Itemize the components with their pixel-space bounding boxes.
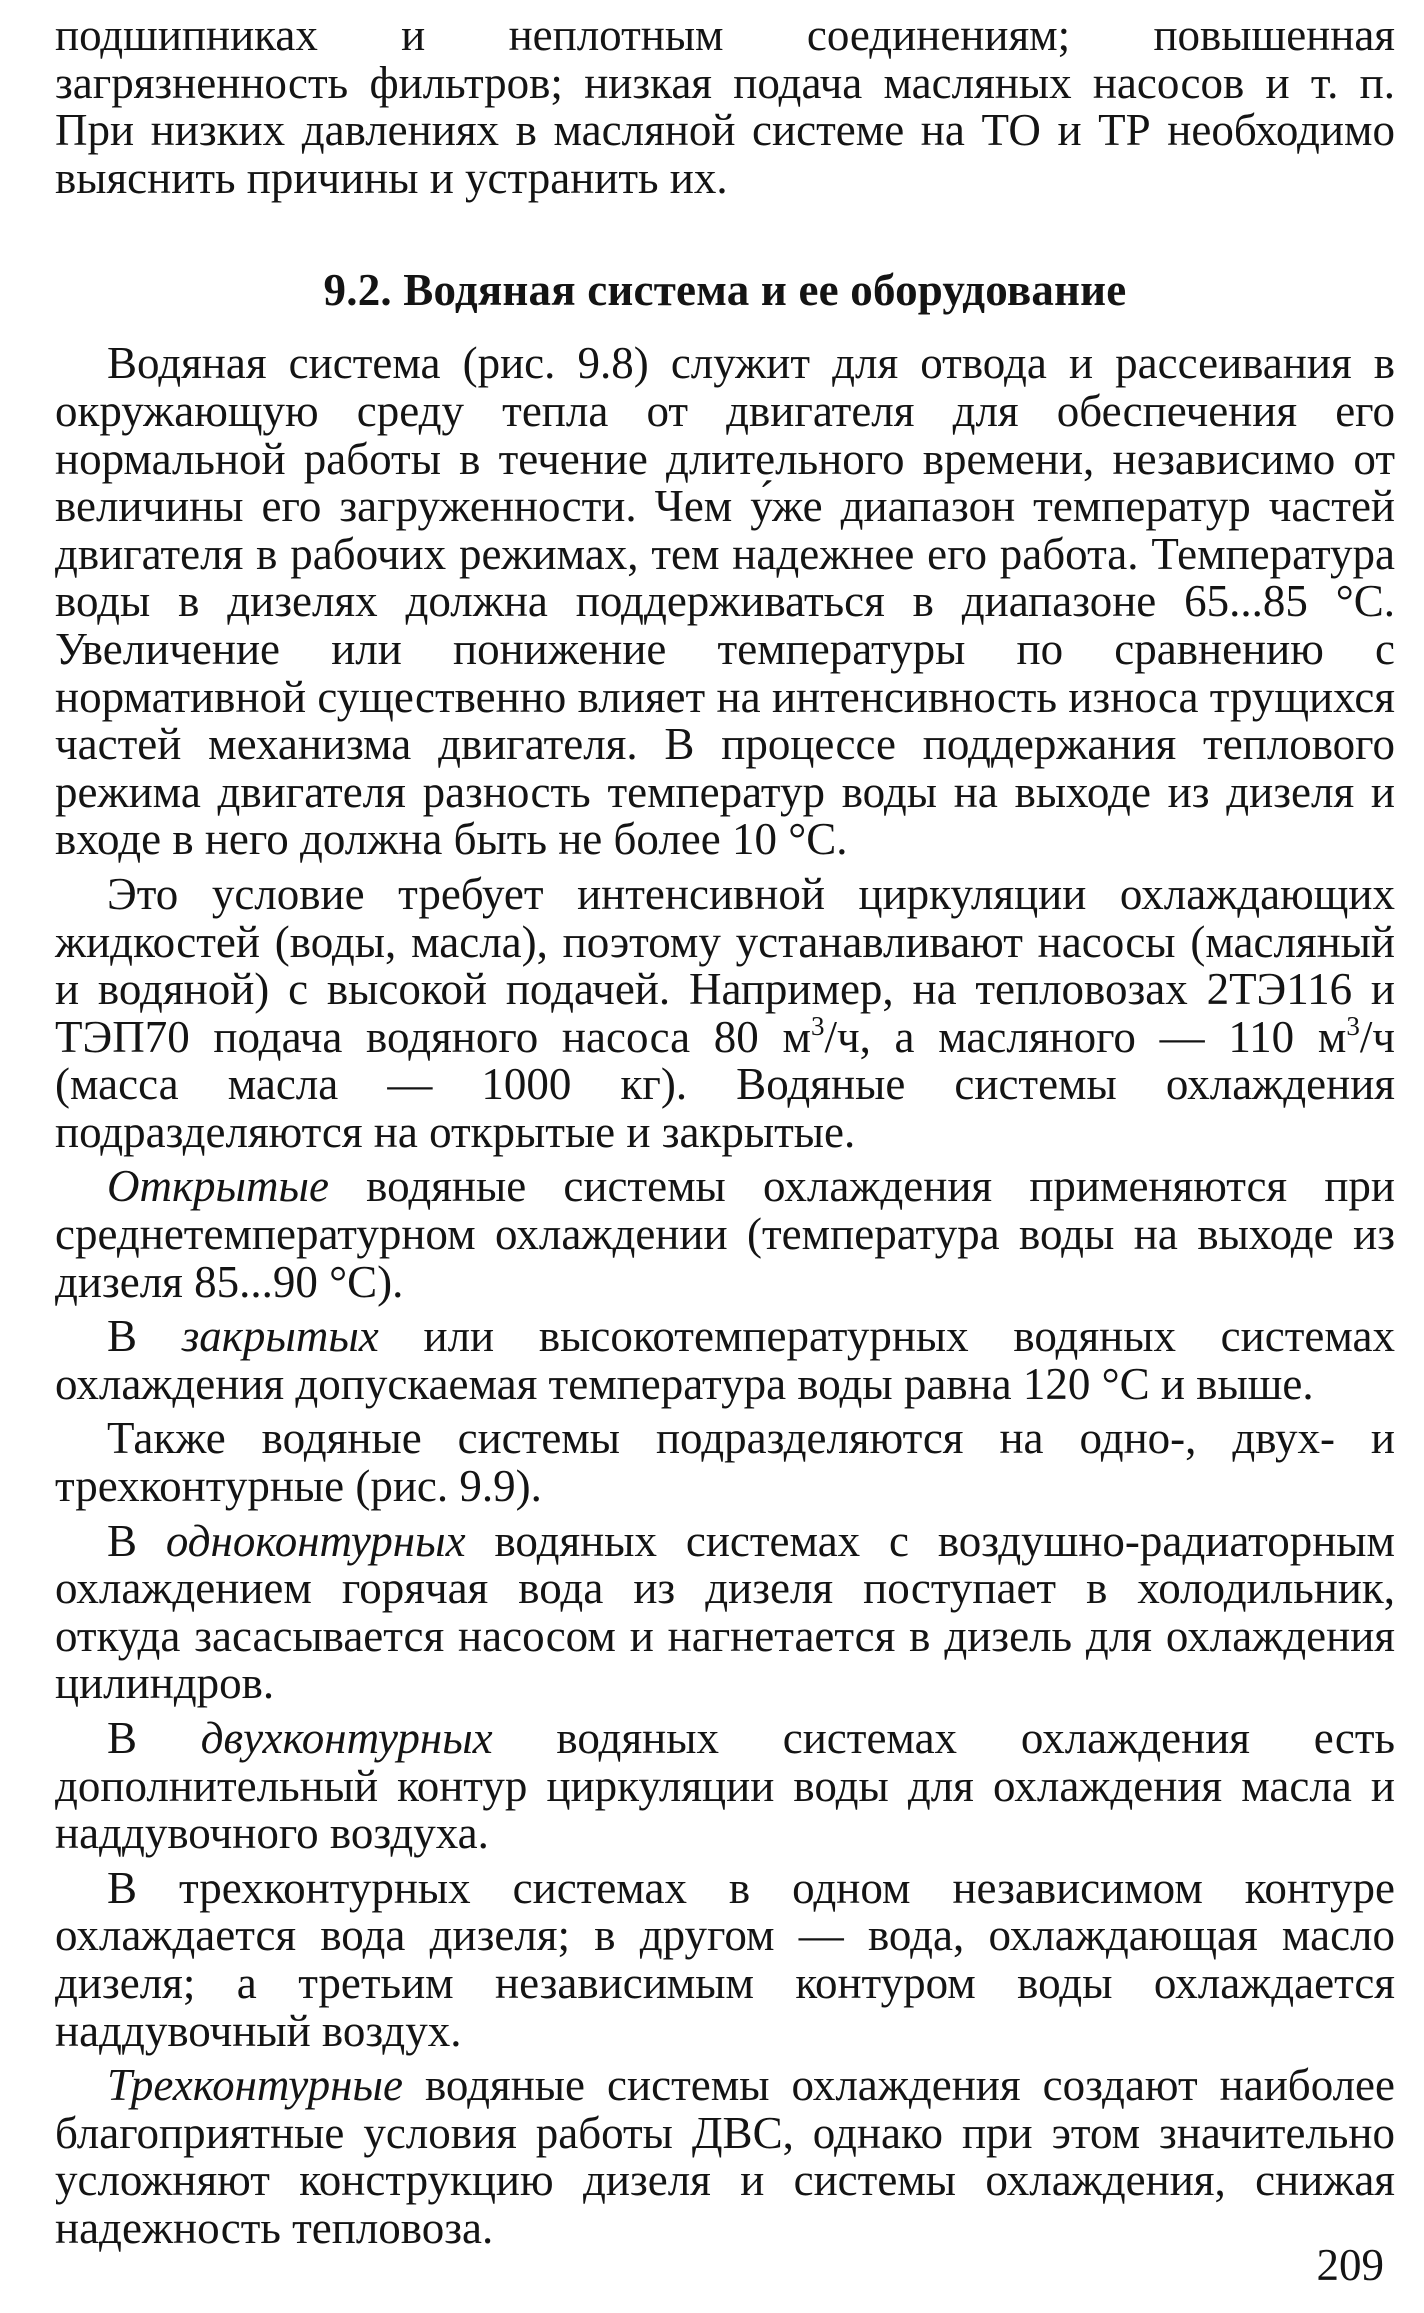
italic-term: закрытых (181, 1311, 379, 1362)
paragraph-double-circuit (55, 1715, 1395, 1858)
paragraph-text: Водяная система (рис. 9.8) служит для отвода и рассеивания в окружающую среду тепла от двигателя для обеспечения его нормальной работы в течение длительного времени, независимо от величины его загруженности. Чем у́же диапазон температур частей двигателя в рабочих режимах, тем надежнее его работа. Температура воды в дизелях должна поддерживаться в диапазоне 65...85 °С. Увеличение или понижение температуры по сравнению с нормативной существенно влияет на интенсивность износа трущихся частей механизма двигателя. В процессе поддержания теплового режима двигателя разность температур воды на выходе из дизеля и входе в него должна быть не более 10 °С. (55, 338, 1395, 865)
paragraph-water-system (55, 340, 1395, 864)
paragraph-triple-circuit (55, 1862, 1395, 2056)
document-page (55, 12, 1395, 2260)
superscript: 3 (1346, 1010, 1360, 1041)
paragraph-text: В (107, 1311, 182, 1362)
paragraph-open-systems (55, 1163, 1395, 1306)
intro-paragraph (55, 12, 1395, 202)
paragraph-text: В трехконтурных системах в одном независимом контуре охлаждается вода дизеля; в другом — вода, охлаждающая масло дизеля; а третьим независимым контуром воды охлаждается наддувочный воздух. (55, 1862, 1395, 2056)
paragraph-text: /ч, а масляного — 110 м (824, 1011, 1347, 1062)
paragraph-triple-circuit-summary (55, 2062, 1395, 2252)
paragraph-text: В (107, 1713, 201, 1763)
paragraph-text: Это условие требует интенсивной циркуляции охлаждающих жидкостей (воды, масла), поэтому устанавливают насосы (масляный и водяной) с высокой подачей. Например, на тепловозах 2ТЭ116 и ТЭП70 подача водяного насоса 80 м (55, 868, 1395, 1062)
paragraph-text: водяных системах охлаждения есть дополнительный контур циркуляции воды для охлаждения масла и наддувочного воздуха. (55, 1713, 1396, 1859)
paragraph-closed-systems (55, 1313, 1395, 1408)
section-heading: 9.2. Водяная система и ее оборудование (323, 265, 1127, 316)
paragraph-text: В (107, 1515, 166, 1566)
paragraph-text: водяные системы охлаждения создают наиболее благоприятные условия работы ДВС, однако при этом значительно усложняют конструкцию дизеля и системы охлаждения, снижая надежность тепловоза. (55, 2060, 1395, 2253)
paragraph-text: /ч (масса масла — 1000 кг). Водяные системы охлаждения подразделяются на открытые и закрытые. (55, 1011, 1395, 1157)
paragraph-text: или высокотемпературных водяных системах охлаждения допускаемая температура воды равна 120 °С и выше. (55, 1311, 1395, 1409)
superscript: 3 (810, 1010, 825, 1041)
intro-text: подшипниках и неплотным соединениям; повышенная загрязненность фильтров; низкая подача масляных насосов и т. п. При низких давлениях в масляной системе на ТО и ТР необходимо выяснить причины и устранить их. (55, 10, 1395, 203)
paragraph-text: водяных системах с воздушно-радиаторным охлаждением горячая вода из дизеля поступает в холодильник, откуда засасывается насосом и нагнетается в дизель для охлаждения цилиндров. (55, 1515, 1396, 1709)
italic-term: Открытые (107, 1161, 329, 1212)
italic-term: одноконтурных (165, 1515, 466, 1566)
paragraph-circulation (55, 868, 1395, 1157)
page-number: 209 (1316, 2240, 1384, 2290)
paragraph-circuit-types (55, 1415, 1395, 1510)
paragraph-single-circuit (55, 1515, 1396, 1709)
paragraph-text: водяные системы охлаждения применяются при среднетемпературном охлаждении (температура воды на выходе из дизеля 85...90 °С). (55, 1161, 1395, 1307)
paragraph-text: Также водяные системы подразделяются на одно-, двух- и трехконтурные (рис. 9.9). (55, 1413, 1395, 1512)
italic-term: Трехконтурные (107, 2060, 403, 2111)
italic-term: двухконтурных (200, 1713, 493, 1763)
